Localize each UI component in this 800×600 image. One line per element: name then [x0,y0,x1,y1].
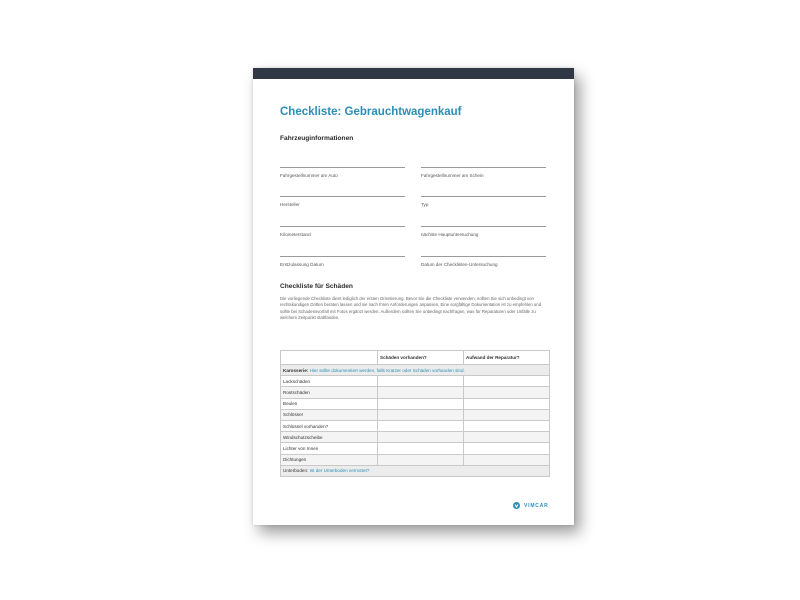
table-section-row [281,365,550,376]
field-label: Kilometerstand [280,232,311,237]
section-note: Hier sollte dokumentiert werden, falls Kratzer oder Schäden vorhanden sind. [309,367,465,373]
field-type[interactable] [421,196,546,211]
repair-cell[interactable] [464,443,550,454]
field-first-registration[interactable] [280,256,405,271]
field-label: Erstzulassung Datum [280,262,324,267]
field-label: Hersteller [280,202,300,207]
repair-cell[interactable] [464,387,550,398]
damage-cell[interactable] [378,376,464,387]
logo-text: VIMCAR [524,502,549,509]
field-manufacturer[interactable] [280,196,405,211]
row-label: Windschutzscheibe [281,432,378,443]
footer-cell [281,465,550,476]
repair-cell[interactable] [464,432,550,443]
document-title: Checkliste: Gebrauchtwagenkauf [280,106,462,118]
row-label: Lackschäden [281,376,378,387]
header-bar [253,68,574,79]
disclaimer-text: Die vorliegende Checkliste dient lediglich der ersten Orientierung. Bevor Sie die Checkliste verwenden, sollten Sie sich unbedingt von rechtskundigen Dritten beraten lassen und sie nach Ihren Anforderungen anpassen. Eine sorgfältige Dokumentation ist zu empfehlen und sollte bei Schadensvorfall mit Fotos ergänzt werden. Außerdem sollten Sie unbedingt nachfragen, was für Reparaturen oder Unfälle zu welchem Zeitpunkt stattfanden. [280,296,542,320]
table-header: Aufwand der Reparatur? [464,351,550,365]
table-row [281,376,550,387]
row-label: Rostschäden [281,387,378,398]
repair-cell[interactable] [464,409,550,420]
damage-cell[interactable] [378,420,464,431]
section-cell [281,365,550,376]
table-row [281,420,550,431]
table-row [281,409,550,420]
damage-cell[interactable] [378,443,464,454]
table-header-row [281,351,550,365]
vimcar-logo [513,502,549,509]
field-vin-document[interactable] [421,167,546,182]
table-header [281,351,378,365]
damage-cell[interactable] [378,454,464,465]
table-header: Schäden vorhanden? [378,351,464,365]
row-label: Dichtungen [281,454,378,465]
footer-note: Ist der Unterboden verrostet? [309,468,370,474]
field-label: Datum der Checklisten-Untersuchung [421,262,498,267]
footer-label: Unterboden: [283,468,309,474]
vehicle-info-heading: Fahrzeuginformationen [280,135,354,142]
field-label: Typ [421,202,429,207]
row-label: Schlüssel vorhanden? [281,420,378,431]
damage-checklist-heading: Checkliste für Schäden [280,283,353,290]
row-label: Lichter von Innen [281,443,378,454]
repair-cell[interactable] [464,376,550,387]
row-label: Beulen [281,398,378,409]
table-row [281,443,550,454]
damage-cell[interactable] [378,409,464,420]
table-footer-row [281,465,550,476]
table-row [281,432,550,443]
table-row [281,454,550,465]
damage-cell[interactable] [378,387,464,398]
damage-table [280,350,550,477]
field-label: nächste Hauptuntersuchung [421,232,479,237]
table-row [281,398,550,409]
field-label: Fahrgestellnummer am Schein [421,173,484,178]
field-mileage[interactable] [280,226,405,241]
repair-cell[interactable] [464,420,550,431]
field-label: Fahrgestellnummer am Auto [280,173,338,178]
table-row [281,387,550,398]
damage-cell[interactable] [378,432,464,443]
field-vin-car[interactable] [280,167,405,182]
repair-cell[interactable] [464,398,550,409]
document-page [253,68,574,525]
field-next-inspection[interactable] [421,226,546,241]
section-label: Karosserie: [283,367,309,373]
vimcar-logo-icon [513,502,520,509]
damage-cell[interactable] [378,398,464,409]
repair-cell[interactable] [464,454,550,465]
row-label: Schlösser [281,409,378,420]
field-checklist-date[interactable] [421,256,546,271]
